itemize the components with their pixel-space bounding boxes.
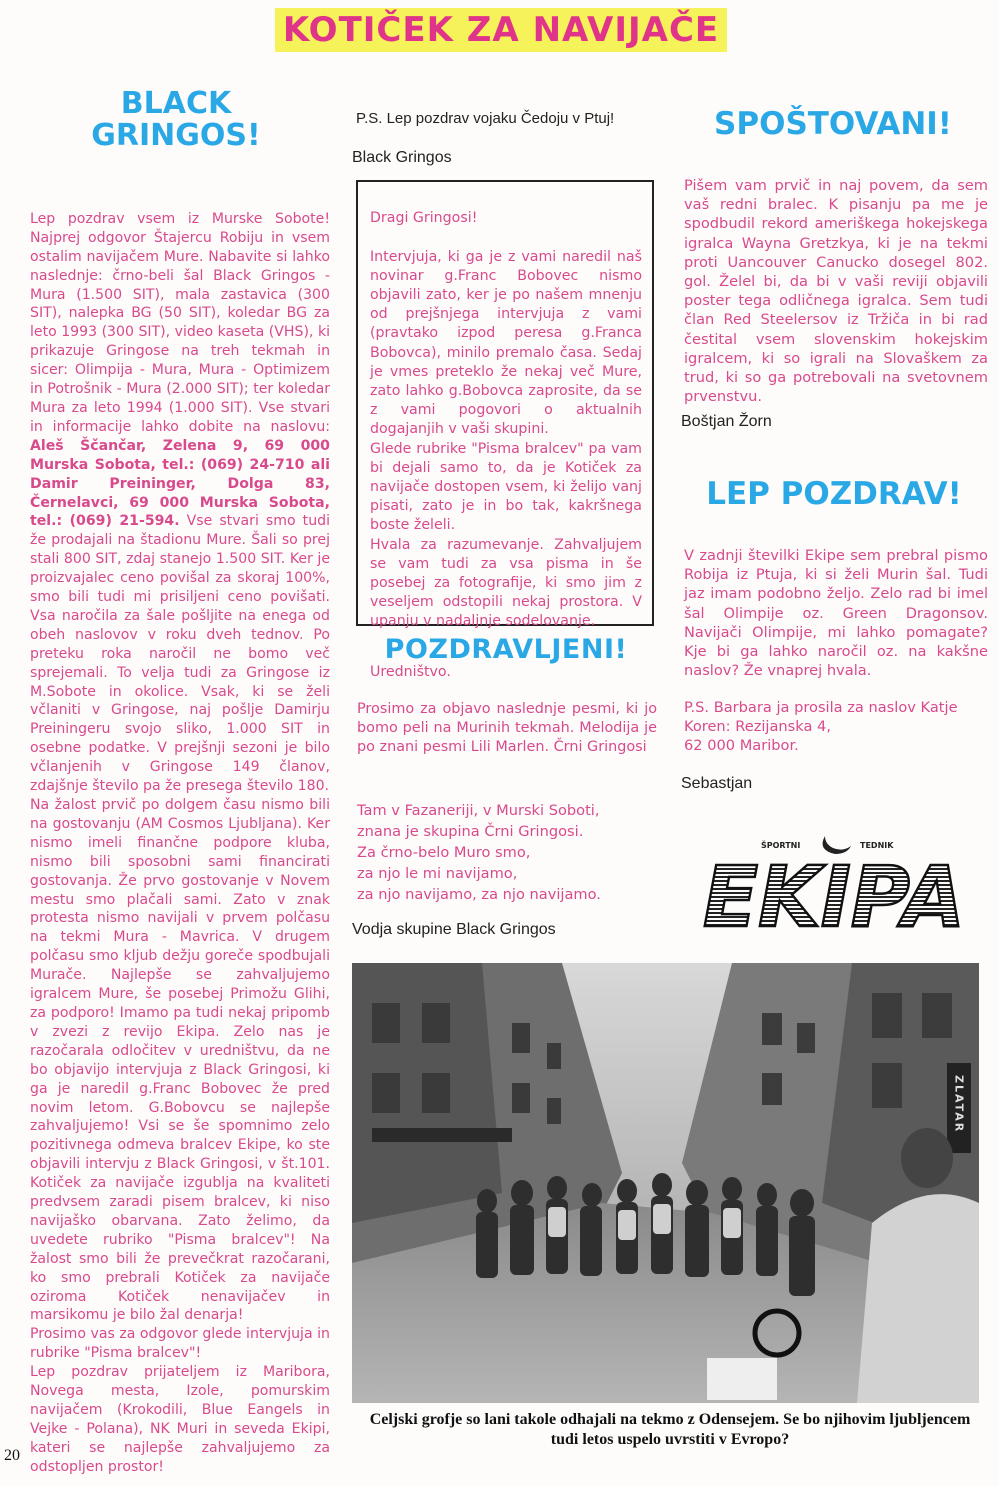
headline-line-2: GRINGOS! — [91, 117, 261, 153]
signature-black-gringos: Black Gringos — [352, 149, 452, 166]
section-banner — [275, 8, 727, 52]
letter-intro: Lep pozdrav vsem iz Murske Sobote! Najprej odgovor Štajercu Robiju in vsem ostalim navijačem Mure. Nabavite si lahko naslednje: črno-beli šal Black Gringos - Mura (1.500 SIT), mala zastavica (300 SIT), nalepka BG (50 SIT), koledar BG za leto 1993 (300 SIT), video kaseta (VHS), ki prikazuje Gringose na treh tekmah in sicer: Olimpija - Mura, Mura - Optimizem in Potrošnik - Mura (2.000 SIT); ter koledar Mura za leto 1994 (1.000 SIT). Vse stvari in informacije lahko dobite na naslovu: — [30, 210, 331, 435]
lep-pozdrav-ps: P.S. Barbara ja prosila za naslov Katje Koren: Rezijanska 4, 62 000 Maribor. — [684, 699, 958, 755]
headline-line-1: BLACK — [120, 86, 232, 121]
reply-sign: Uredništvo. — [370, 663, 451, 680]
contact-address: Aleš Ščančar, Zelena 9, 69 000 Murska Sobota, tel.: (069) 24-710 ali Damir Preininger, Dolga 83, Černelavci, 69 000 Murska Sobota, tel.: (069) 21-594. — [30, 437, 330, 530]
song-lyrics: Tam v Fazaneriji, v Murski Soboti, znana je skupina Črni Gringosi. Za črno-belo Muro smo, za njo le mi navijamo, za njo navijamo, za njo navijamo. — [357, 802, 601, 903]
photo-shop-sign: ZLATAR — [952, 1075, 966, 1134]
ekipa-logo — [697, 832, 971, 946]
letter-body: Vse stvari smo tudi že prodajali na štadionu Mure. Šali so prej stali 800 SIT, zdaj stanejo 1.500 SIT. Ker je proizvajalec ceno povišal za skoraj 100%, smo bili tudi mi prisiljeni ceno povišati. Vsa naročila za šale pošljite na enega od obeh naslovov v roku dveh tednov. Po preteku roka naročil ne bomo več sprejemali. To velja tudi za Gringose iz M.Sobote in okolice. Vsak, ki se želi včlaniti v Gringose, naj pošlje Damirju Preiningeru svojo sliko, 1.000 SIT in osebne podatke. V prejšnji sezoni je bilo včlanjenih v Gringose 149 članov, zdajšnje število pa že presega število 180. Na žalost prvič po dolgem času nismo bili na gostovanju (AM Cosmos Ljubljana). Ker nismo imeli finančne podpore kluba, nismo bili sposobni sami financirati gostovanja. Že prvo gostovanje v Novem mestu smo plačali sami. Zato v znak protesta nismo navijali v prvem polčasu na tekmi Mura - Mavrica. V drugem polčasu smo kljub dežju goreče spodbujali Murače. Najlepše se zahvaljujemo igralcem Mure, še posebej Primožu Glihi, za podporo! Imamo pa tudi nekaj pripomb v zvezi z revijo Ekipa. Zelo nas je razočarala odločitev v uredništvu, da ne bo objavijo intervjuja z Black Gringosi, ki ga je naredil g.Franc Bobovec že pred novim letom. G.Bobovcu se najlepše zahvaljujemo! Vsi se še spomnimo zelo pozitivnega odmeva bralcev Ekipe, ko ste objavili intervju z Black Gringosi, v št.101. Kotiček za navijače izgublja na kvaliteti predvsem zaradi pisem bralcev, ki niso navijaško obarvana. Zato želimo, da uvedete rubriko "Pisma bralcev"! Na žalost smo bili že prevečkrat razočarani, ko smo prebrali Kotiček za navijače oziroma Kotiček nenavijačev in marsikomu je bilo žal denarja! Prosimo vas za odgovor glede intervjuja in rubrike "Pisma bralcev"! Lep pozdrav prijateljem iz Maribora, Novega mesta, Izole, pomurskim navijačem (Krokodili, Blue Eangels in Vejke - Polana), NK Muri in seveda Ekipi, kateri se najlepše zahvaljujemo za odstopljen prostor! — [30, 513, 330, 1475]
section-title: KOTIČEK ZA NAVIJAČE — [282, 10, 720, 50]
spostovani-headline: SPOŠTOVANI! — [714, 106, 952, 142]
ps-greeting: P.S. Lep pozdrav vojaku Čedoju v Ptuj! — [356, 110, 615, 127]
lep-pozdrav-letter: V zadnji številki Ekipe sem prebral pismo Robija iz Ptuja, ki si želi Murin šal. Tudi jaz imam podobno željo. Zelo rad bi imel šal Olimpije oz. Green Dragonsov. Navijači Olimpije, mi lahko pomagate? Kje bi ga lahko naročil oz. na kakšne naslov? Že vnaprej hvala. — [684, 547, 988, 680]
page-number: 20 — [4, 1447, 20, 1464]
song-intro: Prosimo za objavo naslednje pesmi, ki jo bomo peli na Murinih tekmah. Melodija je po znani pesmi Lili Marlen. Črni Gringosi — [357, 701, 657, 756]
black-gringos-headline — [70, 88, 282, 151]
logo-small-right: TEDNIK — [860, 841, 894, 850]
photo-caption: Celjski grofje so lani takole odhajali na tekmo z Odensejem. Se bo njihovim ljubljencem tudi letos uspelo uvrstiti v Evropo? — [369, 1411, 971, 1448]
pozdravljeni-headline: POZDRAVLJENI! — [384, 634, 628, 665]
street-crowd-photo — [352, 963, 979, 1403]
logo-small-left: ŠPORTNI — [761, 841, 801, 850]
logo-wordmark: EKIPA — [703, 848, 965, 946]
signature-bostjan: Boštjan Žorn — [681, 413, 772, 430]
spostovani-letter: Pišem vam prvič in naj povem, da sem vaš redni bralec. K pisanju pa me je spodbudil rekord ameriškega hokejskega igralca Wayna Gretzkya, ki je na tekmi proti Uancouver Canucko dosegel 802. gol. Želel bi, da bi v vaši reviji objavili poster tega odličnega igralca. Sem tudi član Red Steelersov iz Tržiča in bi rad čestital vsem slovenskim hokejskim igralcem, ki so igrali na Slovaškem za trud, ki so ga potrebovali na svetovnem prvenstvu. — [684, 177, 988, 406]
reply-text: Intervjuja, ki ga je z vami naredil naš novinar g.Franc Bobovec nismo objavili zato, ker je po našem mnenju od prejšnjega intervjuja z vami (pravtako izpod peresa g.Franca Bobovca), minilo premalo časa. Sedaj je vmes preteklo že nekaj več Mure, zato lahko g.Bobovca zaprosite, da se z vami pogovori o aktualnih dogajanjih v vaši skupini. Glede rubrike "Pisma bralcev" pa vam bi dejali samo to, da je Kotiček za navijače dostopen vsem, ki želijo vanj pisati, zato je in bo tak, kakršnega boste želeli. Hvala za razumevanje. Zahvaljujem se vam tudi za vsa pisma in še posebej za fotografije, ki smo jim z veseljem odstopili nekaj prostora. V upanju v nadaljnje sodelovanje. — [370, 248, 642, 630]
signature-sebastjan: Sebastjan — [681, 775, 753, 792]
editorial-reply — [370, 190, 642, 701]
black-gringos-letter — [30, 191, 331, 1475]
signature-group-leader: Vodja skupine Black Gringos — [352, 921, 556, 938]
reply-greeting: Dragi Gringosi! — [370, 210, 478, 227]
lep-pozdrav-headline: LEP POZDRAV! — [706, 476, 962, 512]
